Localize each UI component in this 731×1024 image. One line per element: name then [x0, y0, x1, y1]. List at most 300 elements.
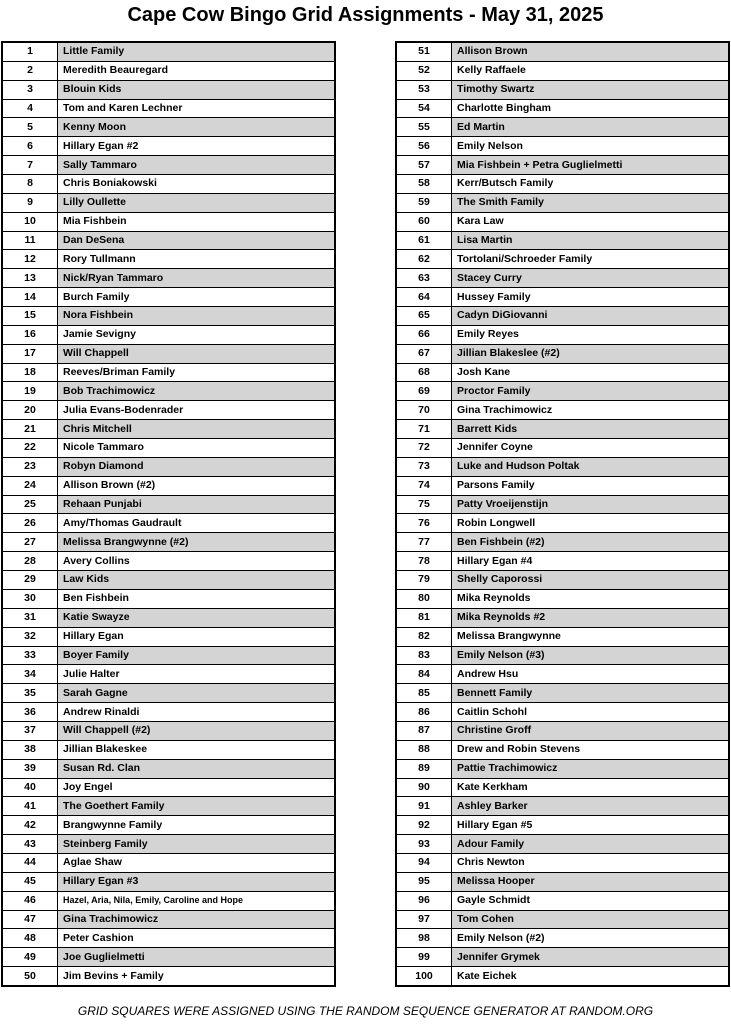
grid-number: 85 [396, 684, 452, 703]
grid-number: 65 [396, 307, 452, 326]
grid-number: 29 [2, 571, 58, 590]
assignee-name: Jennifer Grymek [452, 948, 730, 967]
assignee-name: The Goethert Family [58, 797, 336, 816]
table-row [2, 42, 335, 61]
table-row [2, 382, 335, 401]
grid-number: 90 [396, 778, 452, 797]
assignee-name: Peter Cashion [58, 929, 336, 948]
grid-number: 98 [396, 929, 452, 948]
assignee-name: Julia Evans-Bodenrader [58, 401, 336, 420]
grid-number: 66 [396, 325, 452, 344]
table-row [2, 816, 335, 835]
assignee-name: Stacey Curry [452, 269, 730, 288]
assignments-table-right-body [396, 42, 729, 986]
table-row [2, 231, 335, 250]
assignee-name: Jamie Sevigny [58, 325, 336, 344]
grid-number: 10 [2, 212, 58, 231]
grid-number: 76 [396, 514, 452, 533]
assignee-name: Emily Nelson [452, 137, 730, 156]
grid-number: 4 [2, 99, 58, 118]
table-row [2, 910, 335, 929]
assignee-name: Meredith Beauregard [58, 61, 336, 80]
grid-number: 1 [2, 42, 58, 61]
grid-number: 52 [396, 61, 452, 80]
table-row [396, 778, 729, 797]
assignee-name: Andrew Rinaldi [58, 703, 336, 722]
grid-number: 15 [2, 307, 58, 326]
assignee-name: Nick/Ryan Tammaro [58, 269, 336, 288]
table-row [2, 891, 335, 910]
assignee-name: Rehaan Punjabi [58, 495, 336, 514]
assignee-name: Christine Groff [452, 721, 730, 740]
grid-number: 11 [2, 231, 58, 250]
table-row [2, 721, 335, 740]
table-row [2, 533, 335, 552]
table-row [396, 967, 729, 986]
table-row [396, 382, 729, 401]
table-row [2, 269, 335, 288]
table-row [2, 835, 335, 854]
table-row [2, 344, 335, 363]
grid-number: 56 [396, 137, 452, 156]
table-row [2, 872, 335, 891]
grid-number: 78 [396, 552, 452, 571]
grid-number: 45 [2, 872, 58, 891]
grid-number: 18 [2, 363, 58, 382]
grid-number: 63 [396, 269, 452, 288]
grid-number: 41 [2, 797, 58, 816]
table-row [396, 872, 729, 891]
assignee-name: Cadyn DiGiovanni [452, 307, 730, 326]
table-row [2, 514, 335, 533]
table-row [2, 307, 335, 326]
grid-number: 71 [396, 420, 452, 439]
table-row [396, 156, 729, 175]
assignee-name: Ashley Barker [452, 797, 730, 816]
grid-number: 34 [2, 665, 58, 684]
table-row [396, 703, 729, 722]
table-row [2, 589, 335, 608]
assignee-name: Nicole Tammaro [58, 439, 336, 458]
table-row [396, 118, 729, 137]
grid-number: 54 [396, 99, 452, 118]
assignee-name: Lisa Martin [452, 231, 730, 250]
assignee-name: Patty Vroeijenstijn [452, 495, 730, 514]
table-row [2, 665, 335, 684]
assignee-name: Bob Trachimowicz [58, 382, 336, 401]
table-row [396, 439, 729, 458]
grid-number: 2 [2, 61, 58, 80]
table-row [396, 891, 729, 910]
assignee-name: Avery Collins [58, 552, 336, 571]
grid-number: 74 [396, 476, 452, 495]
table-row [2, 439, 335, 458]
grid-number: 6 [2, 137, 58, 156]
grid-number: 7 [2, 156, 58, 175]
assignee-name: Amy/Thomas Gaudrault [58, 514, 336, 533]
grid-number: 86 [396, 703, 452, 722]
table-row [396, 80, 729, 99]
assignee-name: Blouin Kids [58, 80, 336, 99]
assignee-name: Proctor Family [452, 382, 730, 401]
assignee-name: Dan DeSena [58, 231, 336, 250]
table-row [2, 363, 335, 382]
grid-number: 3 [2, 80, 58, 99]
table-row [396, 759, 729, 778]
table-row [396, 816, 729, 835]
assignee-name: Charlotte Bingham [452, 99, 730, 118]
assignee-name: Nora Fishbein [58, 307, 336, 326]
table-row [396, 457, 729, 476]
table-row [396, 627, 729, 646]
table-row [2, 703, 335, 722]
assignee-name: Hussey Family [452, 288, 730, 307]
table-row [396, 212, 729, 231]
table-row [396, 476, 729, 495]
grid-number: 35 [2, 684, 58, 703]
assignee-name: Chris Mitchell [58, 420, 336, 439]
grid-number: 39 [2, 759, 58, 778]
table-row [396, 61, 729, 80]
grid-number: 61 [396, 231, 452, 250]
assignee-name: Melissa Brangwynne [452, 627, 730, 646]
assignee-name: Tom and Karen Lechner [58, 99, 336, 118]
table-row [2, 495, 335, 514]
assignee-name: Andrew Hsu [452, 665, 730, 684]
grid-number: 73 [396, 457, 452, 476]
table-row [2, 797, 335, 816]
assignee-name: Shelly Caporossi [452, 571, 730, 590]
assignee-name: Hillary Egan [58, 627, 336, 646]
grid-number: 59 [396, 193, 452, 212]
table-row [2, 401, 335, 420]
table-row [396, 288, 729, 307]
grid-number: 30 [2, 589, 58, 608]
table-row [396, 533, 729, 552]
assignee-name: Will Chappell (#2) [58, 721, 336, 740]
table-row [2, 118, 335, 137]
table-row [396, 571, 729, 590]
assignee-name: Emily Nelson (#2) [452, 929, 730, 948]
grid-number: 55 [396, 118, 452, 137]
assignee-name: Gayle Schmidt [452, 891, 730, 910]
table-row [2, 778, 335, 797]
grid-number: 91 [396, 797, 452, 816]
assignee-name: Robyn Diamond [58, 457, 336, 476]
assignee-name: Gina Trachimowicz [452, 401, 730, 420]
grid-number: 28 [2, 552, 58, 571]
assignee-name: Emily Reyes [452, 325, 730, 344]
table-row [2, 627, 335, 646]
grid-number: 64 [396, 288, 452, 307]
table-row [2, 193, 335, 212]
grid-number: 81 [396, 608, 452, 627]
assignee-name: Emily Nelson (#3) [452, 646, 730, 665]
grid-number: 49 [2, 948, 58, 967]
grid-number: 51 [396, 42, 452, 61]
table-row [2, 967, 335, 986]
footer-note: GRID SQUARES WERE ASSIGNED USING THE RANDOM SEQUENCE GENERATOR AT RANDOM.ORG [77, 1004, 654, 1018]
table-row [2, 288, 335, 307]
grid-number: 46 [2, 891, 58, 910]
table-row [396, 853, 729, 872]
table-row [2, 175, 335, 194]
grid-number: 88 [396, 740, 452, 759]
assignee-name: Luke and Hudson Poltak [452, 457, 730, 476]
assignee-name: Little Family [58, 42, 336, 61]
assignee-name: Adour Family [452, 835, 730, 854]
table-row [2, 571, 335, 590]
grid-number: 80 [396, 589, 452, 608]
assignee-name: Susan Rd. Clan [58, 759, 336, 778]
grid-number: 83 [396, 646, 452, 665]
assignee-name: Mika Reynolds [452, 589, 730, 608]
assignee-name: Kenny Moon [58, 118, 336, 137]
grid-number: 25 [2, 495, 58, 514]
grid-number: 77 [396, 533, 452, 552]
assignee-name: Jillian Blakeskee [58, 740, 336, 759]
assignee-name: Gina Trachimowicz [58, 910, 336, 929]
table-row [2, 99, 335, 118]
table-row [396, 363, 729, 382]
assignee-name: Barrett Kids [452, 420, 730, 439]
assignments-table-left [1, 41, 336, 987]
grid-number: 42 [2, 816, 58, 835]
assignee-name: Lilly Oullette [58, 193, 336, 212]
table-row [396, 231, 729, 250]
page-title: Cape Cow Bingo Grid Assignments - May 31, 2025 [127, 4, 604, 26]
table-row [2, 608, 335, 627]
assignee-name: Sally Tammaro [58, 156, 336, 175]
table-row [396, 514, 729, 533]
grid-number: 94 [396, 853, 452, 872]
assignee-name: Jennifer Coyne [452, 439, 730, 458]
table-row [396, 646, 729, 665]
table-row [2, 457, 335, 476]
table-row [2, 740, 335, 759]
assignee-name: Josh Kane [452, 363, 730, 382]
grid-number: 70 [396, 401, 452, 420]
table-row [396, 325, 729, 344]
table-row [396, 175, 729, 194]
assignee-name: Tortolani/Schroeder Family [452, 250, 730, 269]
table-row [396, 401, 729, 420]
assignee-name: Burch Family [58, 288, 336, 307]
assignee-name: Mia Fishbein [58, 212, 336, 231]
grid-number: 22 [2, 439, 58, 458]
assignee-name: Julie Halter [58, 665, 336, 684]
grid-number: 89 [396, 759, 452, 778]
assignee-name: Chris Boniakowski [58, 175, 336, 194]
grid-number: 53 [396, 80, 452, 99]
assignee-name: Bennett Family [452, 684, 730, 703]
table-row [2, 212, 335, 231]
table-row [396, 495, 729, 514]
grid-number: 12 [2, 250, 58, 269]
table-row [2, 476, 335, 495]
assignee-name: Pattie Trachimowicz [452, 759, 730, 778]
assignee-name: Ed Martin [452, 118, 730, 137]
assignee-name: The Smith Family [452, 193, 730, 212]
grid-number: 60 [396, 212, 452, 231]
table-row [2, 420, 335, 439]
grid-number: 82 [396, 627, 452, 646]
table-row [2, 250, 335, 269]
grid-number: 24 [2, 476, 58, 495]
assignee-name: Will Chappell [58, 344, 336, 363]
grid-number: 5 [2, 118, 58, 137]
grid-number: 96 [396, 891, 452, 910]
table-row [2, 325, 335, 344]
assignee-name: Drew and Robin Stevens [452, 740, 730, 759]
grid-number: 99 [396, 948, 452, 967]
table-row [2, 759, 335, 778]
table-row [2, 552, 335, 571]
assignee-name: Allison Brown [452, 42, 730, 61]
assignments-table-left-body [2, 42, 335, 986]
grid-number: 23 [2, 457, 58, 476]
grid-number: 33 [2, 646, 58, 665]
grid-number: 57 [396, 156, 452, 175]
assignee-name: Katie Swayze [58, 608, 336, 627]
table-row [2, 156, 335, 175]
grid-number: 48 [2, 929, 58, 948]
grid-number: 84 [396, 665, 452, 684]
assignee-name: Mia Fishbein + Petra Guglielmetti [452, 156, 730, 175]
grid-number: 75 [396, 495, 452, 514]
assignee-name: Aglae Shaw [58, 853, 336, 872]
assignee-name: Rory Tullmann [58, 250, 336, 269]
grid-number: 8 [2, 175, 58, 194]
grid-number: 79 [396, 571, 452, 590]
assignee-name: Hazel, Aria, Nila, Emily, Caroline and Hope [58, 891, 336, 910]
assignee-name: Robin Longwell [452, 514, 730, 533]
grid-number: 14 [2, 288, 58, 307]
grid-number: 13 [2, 269, 58, 288]
assignee-name: Melissa Hooper [452, 872, 730, 891]
table-row [396, 42, 729, 61]
grid-number: 27 [2, 533, 58, 552]
assignee-name: Steinberg Family [58, 835, 336, 854]
assignee-name: Chris Newton [452, 853, 730, 872]
table-row [2, 137, 335, 156]
grid-number: 100 [396, 967, 452, 986]
assignee-name: Hillary Egan #3 [58, 872, 336, 891]
table-row [396, 665, 729, 684]
table-row [396, 948, 729, 967]
assignee-name: Kara Law [452, 212, 730, 231]
table-row [396, 99, 729, 118]
table-row [396, 552, 729, 571]
assignee-name: Melissa Brangwynne (#2) [58, 533, 336, 552]
table-row [396, 910, 729, 929]
grid-number: 43 [2, 835, 58, 854]
assignee-name: Mika Reynolds #2 [452, 608, 730, 627]
assignee-name: Kate Eichek [452, 967, 730, 986]
assignee-name: Kerr/Butsch Family [452, 175, 730, 194]
grid-number: 17 [2, 344, 58, 363]
grid-number: 62 [396, 250, 452, 269]
grid-number: 20 [2, 401, 58, 420]
assignee-name: Reeves/Briman Family [58, 363, 336, 382]
table-row [396, 307, 729, 326]
grid-number: 47 [2, 910, 58, 929]
table-row [396, 684, 729, 703]
assignee-name: Kate Kerkham [452, 778, 730, 797]
table-row [396, 589, 729, 608]
grid-number: 58 [396, 175, 452, 194]
table-row [396, 137, 729, 156]
table-row [2, 61, 335, 80]
assignee-name: Boyer Family [58, 646, 336, 665]
table-row [2, 646, 335, 665]
table-row [2, 684, 335, 703]
table-row [396, 835, 729, 854]
table-row [2, 929, 335, 948]
grid-number: 87 [396, 721, 452, 740]
assignee-name: Parsons Family [452, 476, 730, 495]
assignee-name: Ben Fishbein (#2) [452, 533, 730, 552]
table-row [396, 269, 729, 288]
grid-number: 50 [2, 967, 58, 986]
assignee-name: Law Kids [58, 571, 336, 590]
assignee-name: Brangwynne Family [58, 816, 336, 835]
grid-number: 19 [2, 382, 58, 401]
assignee-name: Hillary Egan #4 [452, 552, 730, 571]
grid-number: 38 [2, 740, 58, 759]
grid-number: 67 [396, 344, 452, 363]
table-row [396, 740, 729, 759]
assignee-name: Caitlin Schohl [452, 703, 730, 722]
assignee-name: Kelly Raffaele [452, 61, 730, 80]
table-row [396, 250, 729, 269]
grid-number: 95 [396, 872, 452, 891]
table-row [396, 193, 729, 212]
assignee-name: Hillary Egan #5 [452, 816, 730, 835]
grid-number: 16 [2, 325, 58, 344]
grid-number: 32 [2, 627, 58, 646]
assignments-table-right [395, 41, 730, 987]
assignee-name: Timothy Swartz [452, 80, 730, 99]
table-row [396, 929, 729, 948]
grid-number: 68 [396, 363, 452, 382]
grid-number: 92 [396, 816, 452, 835]
table-row [396, 608, 729, 627]
table-row [396, 420, 729, 439]
assignee-name: Jim Bevins + Family [58, 967, 336, 986]
grid-number: 31 [2, 608, 58, 627]
grid-number: 40 [2, 778, 58, 797]
grid-number: 44 [2, 853, 58, 872]
grid-number: 37 [2, 721, 58, 740]
table-row [2, 948, 335, 967]
assignee-name: Tom Cohen [452, 910, 730, 929]
grid-number: 93 [396, 835, 452, 854]
assignee-name: Joy Engel [58, 778, 336, 797]
assignee-name: Ben Fishbein [58, 589, 336, 608]
table-row [396, 721, 729, 740]
grid-number: 69 [396, 382, 452, 401]
assignee-name: Allison Brown (#2) [58, 476, 336, 495]
grid-number: 26 [2, 514, 58, 533]
table-row [2, 80, 335, 99]
assignee-name: Sarah Gagne [58, 684, 336, 703]
grid-number: 9 [2, 193, 58, 212]
grid-number: 97 [396, 910, 452, 929]
grid-number: 36 [2, 703, 58, 722]
grid-number: 21 [2, 420, 58, 439]
assignee-name: Jillian Blakeslee (#2) [452, 344, 730, 363]
